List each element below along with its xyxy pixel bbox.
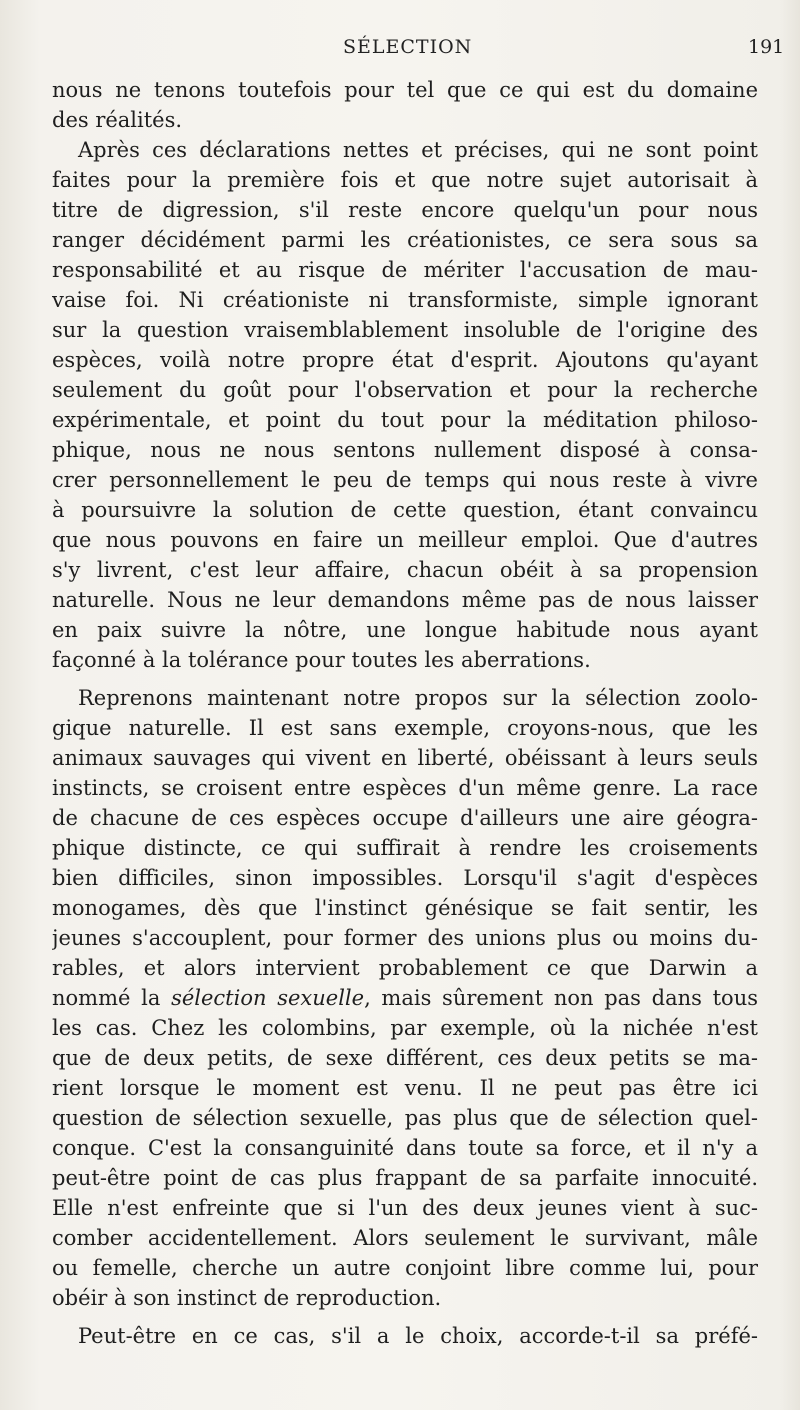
page-number: 191 (748, 36, 785, 58)
text-line: question de sélection sexuelle, pas plus que de sélection quel- (52, 1106, 758, 1130)
text-line: nous ne tenons toutefois pour tel que ce qui est du domaine (52, 78, 758, 102)
paragraph (52, 75, 758, 135)
text-line: seulement du goût pour l'observation et pour la recherche (52, 378, 758, 402)
text-line: naturelle. Nous ne leur demandons même pas de nous laisser (52, 588, 758, 612)
text-line: que de deux petits, de sexe différent, ces deux petits se ma- (52, 1046, 758, 1070)
text-run: , mais sûrement non pas dans tous (364, 986, 758, 1010)
text-line: phique, nous ne nous sentons nullement disposé à consa- (52, 438, 758, 462)
text-line: bien difficiles, sinon impossibles. Lorsqu'il s'agit d'espèces (52, 866, 758, 890)
text-line: façonné à la tolérance pour toutes les aberrations. (52, 648, 591, 672)
text-line: instincts, se croisent entre espèces d'un même genre. La race (52, 776, 758, 800)
text-line: espèces, voilà notre propre état d'esprit. Ajoutons qu'ayant (52, 348, 758, 372)
running-title: SÉLECTION (343, 36, 473, 58)
text-line: rables, et alors intervient probablement ce que Darwin a (52, 956, 758, 980)
italic-term: sélection sexuelle (171, 986, 365, 1010)
text-line: jeunes s'accouplent, pour former des unions plus ou moins du- (52, 926, 758, 950)
text-line: Elle n'est enfreinte que si l'un des deux jeunes vient à suc- (52, 1196, 758, 1220)
text-line: en paix suivre la nôtre, une longue habitude nous ayant (52, 618, 758, 642)
text-line: vaise foi. Ni créationiste ni transformiste, simple ignorant (52, 288, 758, 312)
text-line: ou femelle, cherche un autre conjoint libre comme lui, pour (52, 1256, 758, 1280)
text-line: Reprenons maintenant notre propos sur la sélection zoolo- (78, 686, 758, 710)
text-line: que nous pouvons en faire un meilleur emploi. Que d'autres (52, 528, 758, 552)
text-line: obéir à son instinct de reproduction. (52, 1286, 442, 1310)
text-line: rient lorsque le moment est venu. Il ne peut pas être ici (52, 1076, 758, 1100)
running-head (0, 36, 800, 66)
text-line: comber accidentellement. Alors seulement le survivant, mâle (52, 1226, 758, 1250)
text-line: animaux sauvages qui vivent en liberté, obéissant à leurs seuls (52, 746, 758, 770)
text-line: Peut-être en ce cas, s'il a le choix, accorde-t-il sa préfé- (78, 1324, 758, 1348)
paragraph (52, 135, 758, 675)
text-line: monogames, dès que l'instinct génésique se fait sentir, les (52, 896, 758, 920)
text-line: crer personnellement le peu de temps qui nous reste à vivre (52, 468, 758, 492)
text-line: ranger décidément parmi les créationistes, ce sera sous sa (52, 228, 758, 252)
text-line: les cas. Chez les colombins, par exemple, où la nichée n'est (52, 1016, 758, 1040)
text-line: Après ces déclarations nettes et précises, qui ne sont point (78, 138, 758, 162)
text-line-with-italic (52, 983, 758, 1013)
text-line: expérimentale, et point du tout pour la méditation philoso- (52, 408, 758, 432)
text-line: responsabilité et au risque de mériter l'accusation de mau- (52, 258, 758, 282)
text-line: conque. C'est la consanguinité dans toute sa force, et il n'y a (52, 1136, 758, 1160)
text-line: à poursuivre la solution de cette question, étant convaincu (52, 498, 758, 522)
text-line: s'y livrent, c'est leur affaire, chacun obéit à sa propension (52, 558, 758, 582)
text-line: phique distincte, ce qui suffirait à rendre les croisements (52, 836, 758, 860)
text-run: nommé la (52, 986, 172, 1010)
text-line: faites pour la première fois et que notre sujet autorisait à (52, 168, 758, 192)
text-line: de chacune de ces espèces occupe d'ailleurs une aire géogra- (52, 806, 758, 830)
text-line: gique naturelle. Il est sans exemple, croyons-nous, que les (52, 716, 758, 740)
text-line: des réalités. (52, 108, 183, 132)
paragraph (52, 1321, 758, 1351)
paragraph (52, 683, 758, 1313)
text-line: titre de digression, s'il reste encore quelqu'un pour nous (52, 198, 758, 222)
text-line: sur la question vraisemblablement insoluble de l'origine des (52, 318, 758, 342)
body-text (52, 75, 758, 1351)
text-line: peut-être point de cas plus frappant de sa parfaite innocuité. (52, 1166, 758, 1190)
